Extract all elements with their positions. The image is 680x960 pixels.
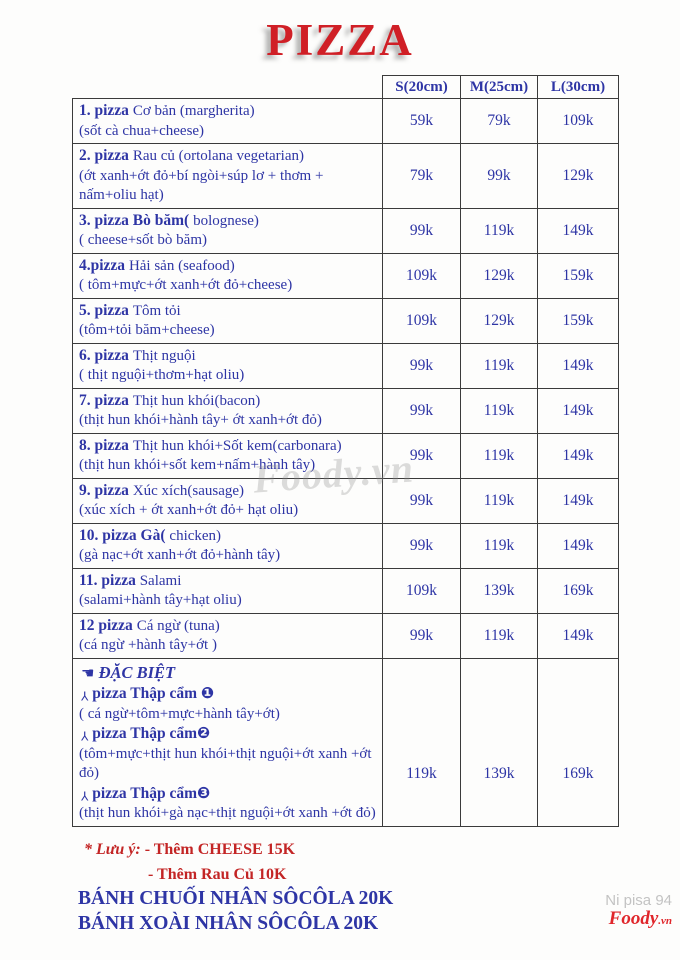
price-cell-s: 109k	[383, 568, 461, 613]
item-number: 2. pizza	[79, 147, 133, 164]
credit-username: Ni pisa 94	[605, 892, 672, 909]
menu-row-5	[73, 298, 619, 343]
menu-row-3	[73, 208, 619, 253]
item-title: Cá ngừ (tuna)	[136, 617, 220, 634]
price-cell-m: 119k	[461, 343, 538, 388]
item-name-cell	[73, 478, 383, 523]
item-number: 6. pizza	[79, 346, 133, 364]
item-ingredients: (ớt xanh+ớt đỏ+bí ngòi+súp lơ + thơm + nấm+oliu hạt)	[79, 167, 324, 203]
item-number: 7. pizza	[79, 391, 133, 409]
price-cell-m: 129k	[461, 298, 538, 343]
menu-row-8	[73, 433, 619, 478]
item-ingredients: (tôm+tỏi băm+cheese)	[79, 322, 215, 338]
menu-row-1	[73, 99, 619, 144]
pointing-hand-icon: ☚	[81, 663, 95, 682]
note-label: * Lưu ý:	[84, 841, 141, 858]
item-name-cell	[73, 568, 383, 613]
price-cell-l: 129k	[538, 144, 619, 209]
item-number: 5. pizza	[79, 301, 133, 319]
item-ingredients: (salami+hành tây+hạt oliu)	[79, 592, 242, 608]
dessert-line-2: BÁNH XOÀI NHÂN SÔCÔLA 20K	[78, 913, 379, 934]
special-price-s: 119k	[383, 658, 461, 826]
person-bullet-icon: Y	[81, 788, 89, 802]
price-cell-s: 99k	[383, 433, 461, 478]
item-title: Xúc xích(sausage)	[132, 482, 245, 499]
price-cell-m: 119k	[461, 478, 538, 523]
dessert-block	[78, 886, 393, 936]
empty-header-cell	[73, 76, 383, 99]
special-name-cell	[73, 658, 383, 826]
special-header-label: ĐẶC BIỆT	[98, 662, 176, 682]
special-row	[73, 658, 619, 826]
menu-row-6	[73, 343, 619, 388]
notes-block	[84, 837, 295, 887]
price-cell-l: 169k	[538, 568, 619, 613]
price-cell-l: 149k	[538, 478, 619, 523]
foody-credit	[605, 892, 672, 930]
item-ingredients: (thịt hun khói+sốt kem+nấm+hành tây)	[79, 457, 316, 473]
item-number: 12 pizza	[79, 616, 137, 634]
item-ingredients: (sốt cà chua+cheese)	[79, 122, 205, 139]
item-name-cell	[73, 613, 383, 658]
item-title: Salami	[139, 572, 182, 589]
size-header-row	[73, 76, 619, 99]
item-number: 11. pizza	[79, 571, 140, 589]
item-title: Tôm tỏi	[132, 302, 181, 319]
item-title: Thịt hun khói+Sốt kem(carbonara)	[132, 437, 342, 454]
price-cell-m: 119k	[461, 433, 538, 478]
person-bullet-icon: Y	[81, 688, 89, 703]
note-line-1: * Lưu ý: - Thêm CHEESE 15K	[84, 841, 296, 858]
price-cell-m: 119k	[461, 523, 538, 568]
menu-row-9	[73, 478, 619, 523]
price-cell-m: 99k	[461, 144, 538, 209]
price-cell-s: 59k	[383, 99, 461, 144]
menu-row-10	[73, 523, 619, 568]
item-title: Cơ bản (margherita)	[132, 103, 255, 119]
special-item-label: Y pizza Thập cẩm❷	[81, 725, 211, 743]
special-item-detail: (tôm+mực+thịt hun khói+thịt nguội+ớt xanh +ớt đỏ)	[79, 745, 372, 781]
col-header-s: S(20cm)	[383, 76, 461, 99]
item-number: 8. pizza	[79, 436, 133, 454]
foody-logo: Foody.vn	[608, 908, 672, 929]
item-ingredients: ( tôm+mực+ớt xanh+ớt đỏ+cheese)	[79, 277, 293, 293]
special-item-label: Y pizza Thập cẩm❸	[81, 784, 211, 802]
foody-watermark: Foody.vn	[251, 445, 416, 502]
item-name-cell	[73, 343, 383, 388]
price-cell-m: 119k	[461, 388, 538, 433]
special-price-l: 169k	[538, 658, 619, 826]
price-cell-s: 99k	[383, 613, 461, 658]
item-title: Hải sản (seafood)	[128, 257, 235, 274]
price-cell-s: 99k	[383, 478, 461, 523]
price-cell-l: 149k	[538, 208, 619, 253]
special-item-detail: ( cá ngừ+tôm+mực+hành tây+ớt)	[79, 705, 280, 722]
pizza-price-table	[72, 75, 619, 827]
price-cell-s: 109k	[383, 253, 461, 298]
item-name-cell	[73, 388, 383, 433]
note-line-2: - Thêm Rau Củ 10K	[148, 866, 287, 883]
price-cell-s: 79k	[383, 144, 461, 209]
item-title: bolognese)	[193, 212, 259, 229]
menu-row-12	[73, 613, 619, 658]
menu-row-11	[73, 568, 619, 613]
item-ingredients: (xúc xích + ớt xanh+ớt đỏ+ hạt oliu)	[79, 502, 299, 518]
item-name-cell	[73, 253, 383, 298]
item-name-cell	[73, 523, 383, 568]
page-title: PIZZA	[266, 15, 414, 65]
price-cell-l: 149k	[538, 613, 619, 658]
item-name-cell	[73, 433, 383, 478]
price-cell-l: 109k	[538, 99, 619, 144]
menu-row-7	[73, 388, 619, 433]
item-ingredients: ( thịt nguội+thơm+hạt oliu)	[79, 367, 245, 383]
price-cell-l: 149k	[538, 388, 619, 433]
item-number: 9. pizza	[79, 481, 133, 499]
price-cell-s: 99k	[383, 388, 461, 433]
menu-row-4	[73, 253, 619, 298]
item-name-cell	[73, 99, 383, 144]
price-cell-s: 99k	[383, 523, 461, 568]
item-title: Rau củ (ortolana vegetarian)	[132, 148, 304, 164]
item-title: chicken)	[169, 527, 222, 544]
price-cell-l: 159k	[538, 253, 619, 298]
item-name-cell	[73, 298, 383, 343]
item-title: Thịt hun khói(bacon)	[132, 392, 261, 409]
item-ingredients: ( cheese+sốt bò băm)	[79, 232, 207, 248]
special-header	[81, 663, 376, 684]
item-ingredients: (cá ngừ +hành tây+ớt )	[79, 637, 217, 653]
price-cell-m: 119k	[461, 613, 538, 658]
person-bullet-icon: Y	[81, 728, 89, 743]
dessert-line-1: BÁNH CHUỐI NHÂN SÔCÔLA 20K	[78, 888, 394, 909]
item-ingredients: (thịt hun khói+hành tây+ ớt xanh+ớt đỏ)	[79, 412, 322, 428]
special-price-m: 139k	[461, 658, 538, 826]
item-name-cell	[73, 208, 383, 253]
price-cell-m: 129k	[461, 253, 538, 298]
price-cell-s: 109k	[383, 298, 461, 343]
price-cell-s: 99k	[383, 208, 461, 253]
price-cell-m: 139k	[461, 568, 538, 613]
special-item-detail: (thịt hun khói+gà nạc+thịt nguội+ớt xanh +ớt đỏ)	[79, 805, 376, 821]
special-item-label: Y pizza Thập cẩm ❶	[81, 685, 214, 703]
item-number: 1. pizza	[79, 102, 133, 119]
item-number: 3. pizza Bò băm(	[79, 211, 194, 229]
price-cell-m: 119k	[461, 208, 538, 253]
price-cell-l: 159k	[538, 298, 619, 343]
item-number: 4.pizza	[79, 256, 129, 274]
price-cell-l: 149k	[538, 433, 619, 478]
col-header-m: M(25cm)	[461, 76, 538, 99]
price-cell-l: 149k	[538, 343, 619, 388]
item-ingredients: (gà nạc+ớt xanh+ớt đỏ+hành tây)	[79, 547, 281, 563]
item-title: Thịt nguội	[132, 347, 196, 364]
item-name-cell	[73, 144, 383, 209]
price-cell-m: 79k	[461, 99, 538, 144]
item-number: 10. pizza Gà(	[79, 526, 170, 544]
col-header-l: L(30cm)	[538, 76, 619, 99]
price-cell-l: 149k	[538, 523, 619, 568]
price-cell-s: 99k	[383, 343, 461, 388]
menu-row-2	[73, 144, 619, 209]
